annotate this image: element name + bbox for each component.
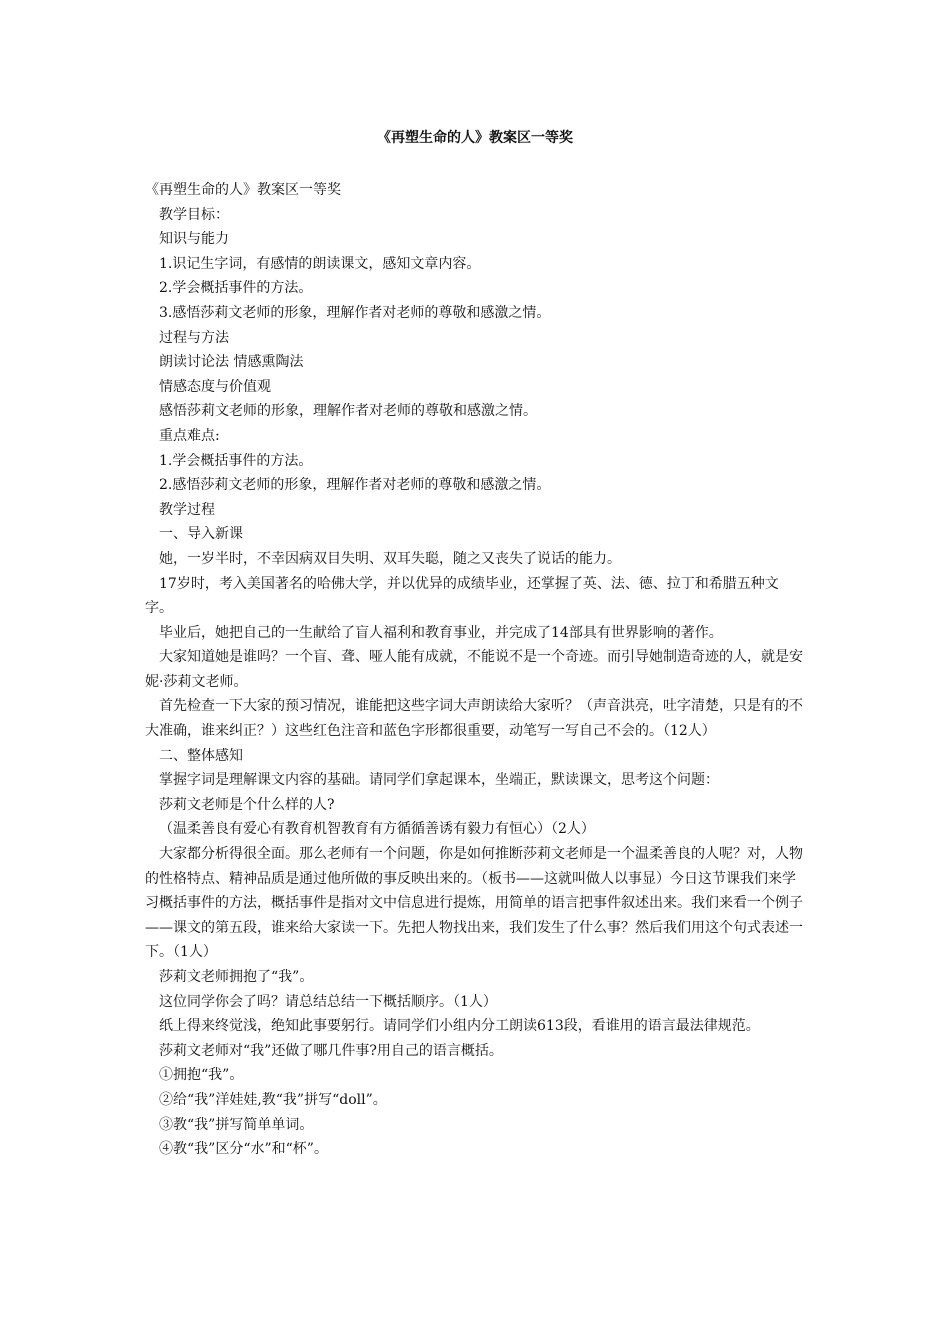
list-item: ③教“我”拼写简单单词。: [159, 1116, 314, 1133]
paragraph: 知识与能力: [159, 231, 229, 248]
paragraph: （温柔善良有爱心有教育机智教育有方循循善诱有毅力有恒心）（2人）: [159, 821, 595, 838]
paragraph: 2.感悟莎莉文老师的形象，理解作者对老师的尊敬和感激之情。: [159, 477, 551, 494]
paragraph: 莎莉文老师对“我”还做了哪几件事?用自己的语言概括。: [159, 1042, 503, 1059]
paragraph: 教学目标：: [159, 206, 229, 223]
paragraph: 情感态度与价值观: [159, 378, 271, 395]
paragraph: 她，一岁半时，不幸因病双目失明、双耳失聪，随之又丧失了说话的能力。: [159, 550, 621, 567]
paragraph: 莎莉文老师拥抱了“我”。: [159, 969, 314, 985]
paragraph: 二、整体感知: [159, 747, 243, 764]
paragraph: 1.学会概括事件的方法。: [159, 452, 313, 469]
paragraph: 掌握字词是理解课文内容的基础。请同学们拿起课本，坐端正，默读课文，思考这个问题：: [159, 772, 719, 789]
paragraph: 莎莉文老师是个什么样的人?: [159, 796, 335, 813]
paragraph: 大家知道她是谁吗？一个盲、聋、哑人能有成就，不能说不是一个奇迹。而引导她制造奇迹的人，就是安妮·莎莉文老师。: [145, 649, 803, 690]
list-item: ④教“我”区分“水”和“杯”。: [159, 1141, 328, 1158]
paragraph: 大家都分析得很全面。那么老师有一个问题，你是如何推断莎莉文老师是一个温柔善良的人呢？对，人物的性格特点、精神品质是通过他所做的事反映出来的。（板书——这就叫做人以事显）今日这节课我们来学习概括事件的方法，概括事件是指对文中信息进行提炼，用简单的语言把事件叙述出来。我们来看一个例子——课文的第五段，谁来给大家读一下。先把人物找出来，我们发生了什么事？然后我们用这个句式表述一下。（1人）: [145, 846, 803, 961]
list-item: ①拥抱“我”。: [159, 1067, 244, 1084]
paragraph: 3.感悟莎莉文老师的形象，理解作者对老师的尊敬和感激之情。: [159, 304, 551, 321]
paragraph: 感悟莎莉文老师的形象，理解作者对老师的尊敬和感激之情。: [159, 403, 537, 420]
paragraph: 一、导入新课: [159, 526, 243, 543]
document-title: 《再塑生命的人》教案区一等奖: [377, 130, 573, 146]
paragraph: 毕业后，她把自己的一生献给了盲人福利和教育事业，并完成了14部具有世界影响的著作。: [159, 624, 723, 641]
paragraph: 朗读讨论法 情感熏陶法: [159, 354, 304, 371]
paragraph: 17岁时，考入美国著名的哈佛大学，并以优异的成绩毕业，还掌握了英、法、德、拉丁和希腊五种文字。: [145, 575, 779, 617]
paragraph: 2.学会概括事件的方法。: [159, 280, 313, 297]
document-body: [145, 178, 805, 1162]
list-item: ②给“我”洋娃娃,教“我”拼写“doll”。: [159, 1091, 387, 1108]
paragraph: 纸上得来终觉浅，绝知此事要躬行。请同学们小组内分工朗读613段，看谁用的语言最法律规范。: [159, 1018, 760, 1035]
paragraph: 过程与方法: [159, 329, 229, 346]
paragraph: 首先检查一下大家的预习情况，谁能把这些字词大声朗读给大家听？（声音洪亮，吐字清楚，只是有的不大准确，谁来纠正？）这些红色注音和蓝色字形都很重要，动笔写一写自己不会的。（12人）: [145, 698, 803, 740]
paragraph-heading: 《再塑生命的人》教案区一等奖: [145, 182, 341, 198]
paragraph: 这位同学你会了吗？请总结总结一下概括顺序。（1人）: [159, 993, 497, 1010]
paragraph: 1.识记生字词，有感情的朗读课文，感知文章内容。: [159, 255, 481, 272]
paragraph: 教学过程: [159, 501, 215, 518]
paragraph: 重点难点:: [159, 427, 220, 444]
